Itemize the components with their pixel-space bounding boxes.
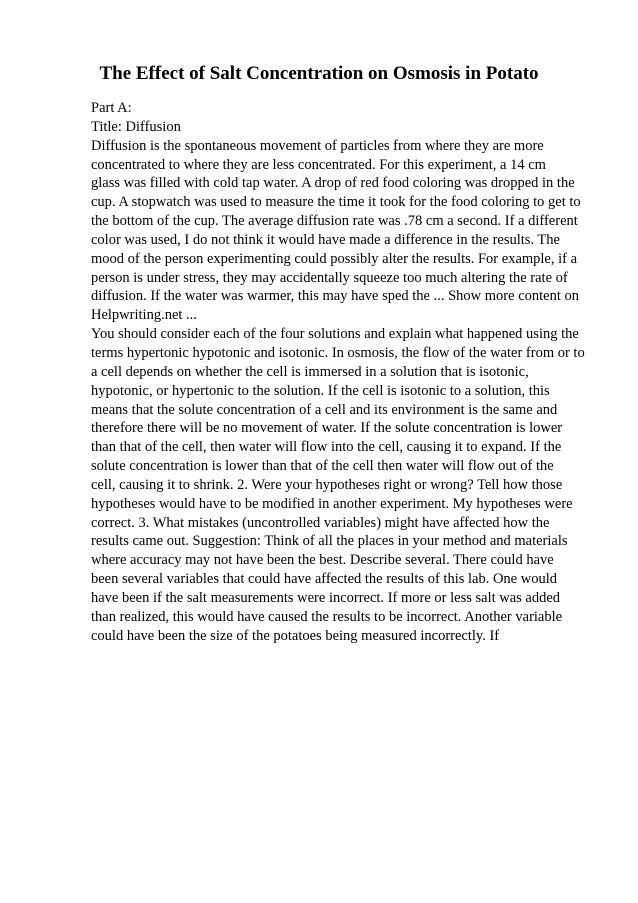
text-line: Part A:: [91, 100, 132, 116]
text-line: Title: Diffusion: [91, 118, 181, 135]
text-line: could have been the size of the potatoes being measured incorrectly. If: [91, 627, 500, 644]
text-line: Helpwriting.net ...: [91, 307, 197, 324]
text-line: terms hypertonic hypotonic and isotonic. In osmosis, the flow of the water from or to: [91, 344, 585, 361]
text-line: have been if the salt measurements were incorrect. If more or less salt was added: [91, 589, 561, 606]
text-line: means that the solute concentration of a cell and its environment is the same and: [91, 401, 558, 418]
text-line: You should consider each of the four solutions and explain what happened using the: [91, 326, 579, 343]
text-line: correct. 3. What mistakes (uncontrolled variables) might have affected how the: [91, 514, 550, 531]
text-line: glass was filled with cold tap water. A drop of red food coloring was dropped in the: [91, 175, 575, 192]
text-line: hypotheses would have to be modified in another experiment. My hypotheses were: [91, 495, 573, 512]
text-line: therefore there will be no movement of water. If the solute concentration is lower: [91, 420, 563, 437]
text-line: where accuracy may not have been the best. Describe several. There could have: [91, 552, 554, 569]
text-line: solute concentration is lower than that of the cell then water will flow out of the: [91, 458, 554, 475]
text-line: than that of the cell, then water will flow into the cell, causing it to expand. If the: [91, 439, 562, 456]
text-line: Diffusion is the spontaneous movement of particles from where they are more: [91, 137, 544, 154]
text-line: the bottom of the cup. The average diffusion rate was .78 cm a second. If a different: [91, 213, 578, 230]
document-body: [91, 99, 591, 645]
text-line: hypotonic, or hypertonic to the solution. If the cell is isotonic to a solution, this: [91, 382, 550, 399]
text-line: color was used, I do not think it would have made a difference in the results. The: [91, 231, 560, 248]
text-line: concentrated to where they are less concentrated. For this experiment, a 14 cm: [91, 156, 546, 173]
text-line: person is under stress, they may accidentally squeeze too much altering the rate of: [91, 269, 568, 286]
document-title: The Effect of Salt Concentration on Osmosis in Potato: [99, 63, 539, 84]
text-line: cell, causing it to shrink. 2. Were your hypotheses right or wrong? Tell how those: [91, 476, 563, 493]
text-line: a cell depends on whether the cell is immersed in a solution that is isotonic,: [91, 363, 529, 380]
text-line: diffusion. If the water was warmer, this may have sped the ... Show more content on: [91, 288, 580, 305]
text-line: mood of the person experimenting could possibly alter the results. For example, if a: [91, 250, 578, 267]
text-line: cup. A stopwatch was used to measure the time it took for the food coloring to get to: [91, 194, 581, 211]
text-line: been several variables that could have affected the results of this lab. One would: [91, 571, 557, 588]
text-line: results came out. Suggestion: Think of all the places in your method and materials: [91, 533, 568, 550]
text-line: than realized, this would have caused the results to be incorrect. Another variable: [91, 608, 563, 625]
